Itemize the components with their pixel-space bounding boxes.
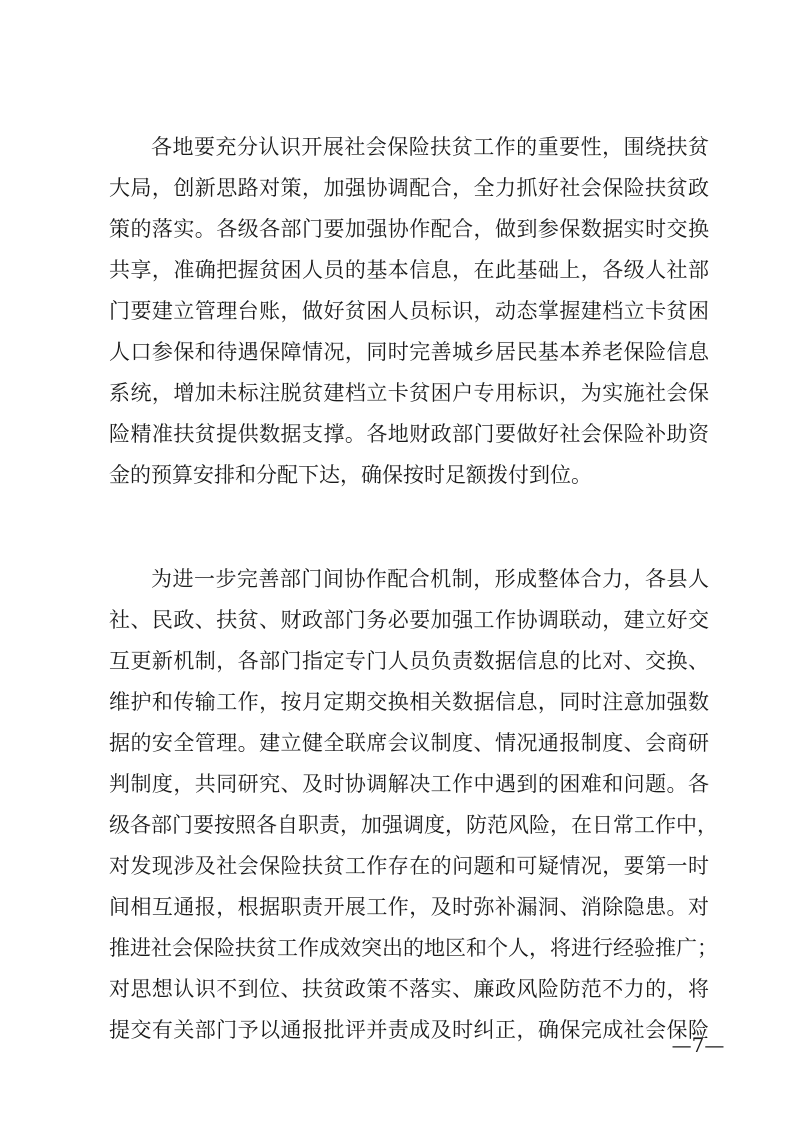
text-line: 互更新机制，各部门指定专门人员负责数据信息的比对、交换、	[109, 649, 709, 673]
text-line: 金的预算安排和分配下达，确保按时足额拨付到位。	[109, 463, 592, 487]
text-line: 策的落实。各级各部门要加强协作配合，做到参保数据实时交换	[109, 217, 709, 241]
text-line: 提交有关部门予以通报批评并责成及时纠正，确保完成社会保险	[109, 1018, 709, 1042]
text-line: 险精准扶贫提供数据支撑。各地财政部门要做好社会保险补助资	[109, 422, 709, 446]
text-line: 级各部门要按照各自职责，加强调度，防范风险，在日常工作中，	[109, 813, 718, 837]
text-line: 对思想认识不到位、扶贫政策不落实、廉政风险防范不力的，将	[109, 977, 709, 1001]
text-line: 据的安全管理。建立健全联席会议制度、情况通报制度、会商研	[109, 731, 709, 755]
paragraph-1	[109, 127, 709, 496]
text-line: 推进社会保险扶贫工作成效突出的地区和个人，将进行经验推广；	[109, 936, 718, 960]
text-line: 大局，创新思路对策，加强协调配合，全力抓好社会保险扶贫政	[109, 176, 709, 200]
text-line: 社、民政、扶贫、财政部门务必要加强工作协调联动，建立好交	[109, 608, 709, 632]
text-line: 判制度，共同研究、及时协调解决工作中遇到的困难和问题。各	[109, 772, 709, 796]
page-number: —7—	[671, 1033, 725, 1057]
text-line: 间相互通报，根据职责开展工作，及时弥补漏洞、消除隐患。对	[109, 895, 709, 919]
text-line: 共享，准确把握贫困人员的基本信息，在此基础上，各级人社部	[109, 258, 709, 282]
text-line: 系统，增加未标注脱贫建档立卡贫困户专用标识，为实施社会保	[109, 381, 709, 405]
text-line: 门要建立管理台账，做好贫困人员标识，动态掌握建档立卡贫困	[109, 299, 709, 323]
text-line: 为进一步完善部门间协作配合机制，形成整体合力，各县人	[151, 567, 709, 591]
text-line: 各地要充分认识开展社会保险扶贫工作的重要性，围绕扶贫	[151, 135, 709, 159]
text-line: 人口参保和待遇保障情况，同时完善城乡居民基本养老保险信息	[109, 340, 709, 364]
text-line: 对发现涉及社会保险扶贫工作存在的问题和可疑情况，要第一时	[109, 854, 709, 878]
paragraph-2	[109, 559, 718, 1051]
text-line: 维护和传输工作，按月定期交换相关数据信息，同时注意加强数	[109, 690, 709, 714]
